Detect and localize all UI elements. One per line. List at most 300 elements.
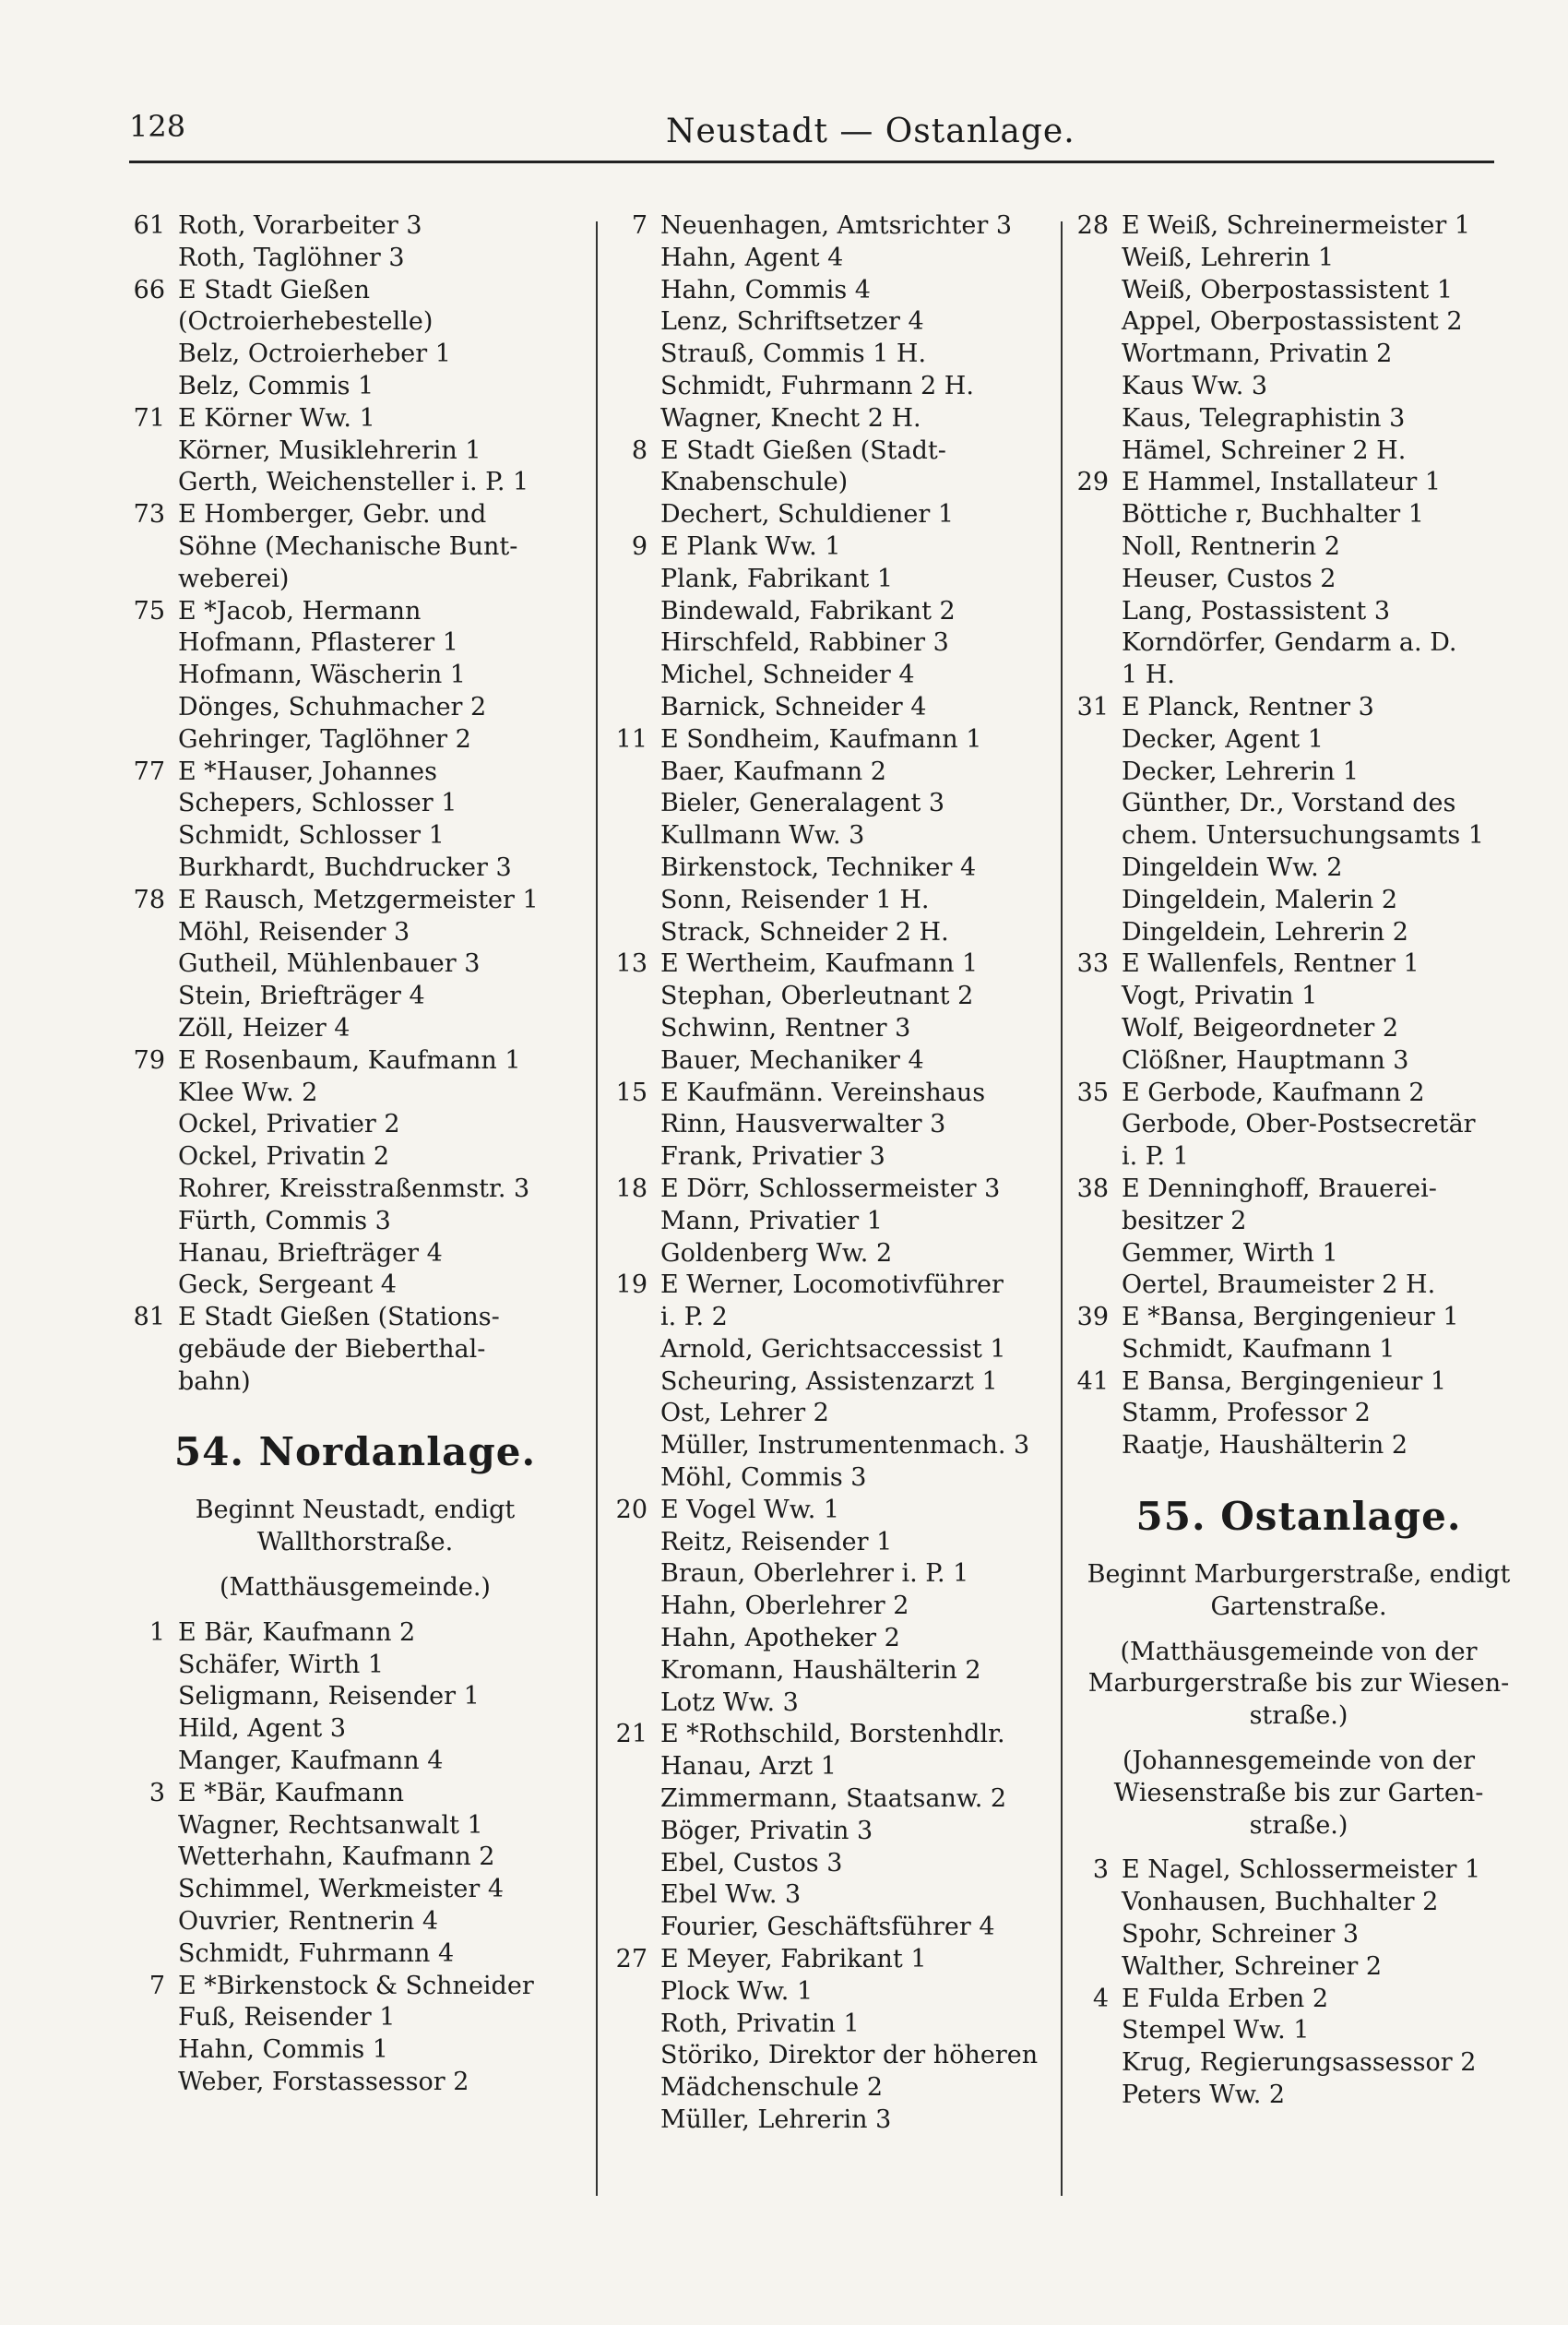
directory-entry xyxy=(607,981,1082,1013)
entry-text: bahn) xyxy=(178,1366,251,1396)
directory-entry xyxy=(607,1558,1082,1591)
directory-entry xyxy=(607,1462,1082,1495)
directory-entry xyxy=(607,1174,1082,1206)
entry-text: E *Rothschild, Borstenhdlr. xyxy=(660,1720,1005,1749)
directory-entry xyxy=(607,1141,1082,1174)
entry-text: E Wertheim, Kaufmann 1 xyxy=(660,949,979,979)
house-number: 27 xyxy=(615,1945,647,1974)
section-begin: Gartenstraße. xyxy=(1210,1592,1387,1621)
entry-text: Frank, Privatier 3 xyxy=(660,1142,885,1172)
entry-text: Plock Ww. 1 xyxy=(660,1976,814,2006)
directory-entry xyxy=(1068,1366,1529,1399)
directory-entry xyxy=(125,1650,586,1682)
house-number: 20 xyxy=(615,1495,647,1524)
directory-entry xyxy=(607,1045,1082,1078)
entry-text: Mann, Privatier 1 xyxy=(660,1206,883,1235)
entry-text: besitzer 2 xyxy=(1122,1206,1247,1235)
directory-entry xyxy=(1068,1206,1529,1238)
directory-entry xyxy=(1068,757,1529,789)
house-number: 13 xyxy=(615,949,647,979)
entry-text: Vonhausen, Buchhalter 2 xyxy=(1122,1888,1439,1917)
directory-entry xyxy=(607,917,1082,949)
directory-entry xyxy=(1068,885,1529,917)
directory-entry xyxy=(607,1206,1082,1238)
directory-entry xyxy=(1068,499,1529,531)
directory-entry xyxy=(1068,627,1529,660)
entry-text: Hämel, Schreiner 2 H. xyxy=(1122,435,1407,465)
house-number: 28 xyxy=(1076,211,1109,240)
directory-entry xyxy=(1068,1984,1529,2016)
directory-entry xyxy=(125,1842,586,1874)
parish-note: straße.) xyxy=(1249,1701,1348,1731)
directory-entry xyxy=(607,403,1082,435)
entry-text: Stephan, Oberleutnant 2 xyxy=(660,982,974,1011)
entry-text: Raatje, Haushälterin 2 xyxy=(1122,1431,1408,1461)
directory-entry xyxy=(125,885,586,917)
directory-entry xyxy=(1068,1302,1529,1334)
column-3 xyxy=(1068,210,1529,2112)
house-number: 11 xyxy=(615,724,647,754)
directory-entry xyxy=(125,1109,586,1141)
entry-text: E *Bär, Kaufmann xyxy=(178,1778,404,1807)
house-number: 75 xyxy=(133,596,165,626)
entry-text: Kullmann Ww. 3 xyxy=(660,821,865,851)
entry-text: i. P. 1 xyxy=(1122,1142,1189,1172)
entry-text: Gerth, Weichensteller i. P. 1 xyxy=(178,468,529,497)
parish-note: Marburgerstraße bis zur Wiesen- xyxy=(1087,1669,1510,1699)
directory-entry xyxy=(1068,1430,1529,1462)
entry-text: Stempel Ww. 1 xyxy=(1122,2016,1310,2045)
entry-text: Belz, Octroierheber 1 xyxy=(178,340,451,369)
entry-text: E Denninghoff, Brauerei- xyxy=(1122,1174,1437,1203)
section-title-ostanlage: 55. Ostanlage. xyxy=(1135,1494,1462,1540)
directory-entry xyxy=(607,1591,1082,1623)
entry-text: E Meyer, Fabrikant 1 xyxy=(660,1945,927,1974)
directory-entry xyxy=(1068,1141,1529,1174)
entry-text: Gerbode, Ober-Postsecretär xyxy=(1122,1110,1476,1139)
house-number: 1 xyxy=(148,1617,165,1647)
entry-text: Birkenstock, Techniker 4 xyxy=(660,852,977,882)
directory-entry xyxy=(1068,243,1529,275)
entry-text: Schmidt, Fuhrmann 2 H. xyxy=(660,371,974,400)
directory-entry xyxy=(1068,1919,1529,1951)
entry-text: E Sondheim, Kaufmann 1 xyxy=(660,724,982,754)
house-number: 3 xyxy=(148,1778,165,1807)
section-begin: Beginnt Neustadt, endigt xyxy=(195,1496,516,1525)
directory-entry xyxy=(1068,596,1529,628)
directory-entry xyxy=(1068,1334,1529,1366)
directory-entry xyxy=(125,2034,586,2067)
directory-entry xyxy=(125,371,586,403)
entry-text: Fuß, Reisender 1 xyxy=(178,2003,396,2033)
directory-entry xyxy=(125,210,586,243)
directory-entry xyxy=(1068,1078,1529,1110)
directory-entry xyxy=(125,306,586,339)
directory-entry xyxy=(125,531,586,564)
directory-entry xyxy=(1068,2015,1529,2047)
entry-text: Oertel, Braumeister 2 H. xyxy=(1122,1270,1436,1300)
house-number: 3 xyxy=(1092,1855,1109,1885)
entry-text: Möhl, Commis 3 xyxy=(660,1463,867,1493)
entry-text: Günther, Dr., Vorstand des xyxy=(1122,789,1456,818)
directory-entry xyxy=(607,2072,1082,2104)
column-2 xyxy=(607,210,1082,2137)
parish-note: Wiesenstraße bis zur Garten- xyxy=(1113,1778,1484,1807)
directory-entry xyxy=(1068,660,1529,692)
header-rule xyxy=(129,161,1494,163)
directory-entry xyxy=(607,724,1082,757)
entry-text: Dingeldein, Lehrerin 2 xyxy=(1122,917,1408,947)
entry-text: Geck, Sergeant 4 xyxy=(178,1270,397,1300)
entry-text: Hanau, Arzt 1 xyxy=(660,1752,837,1782)
directory-entry xyxy=(607,1783,1082,1816)
entry-text: Wetterhahn, Kaufmann 2 xyxy=(178,1842,495,1872)
directory-entry xyxy=(1068,1109,1529,1141)
entry-text: Stamm, Professor 2 xyxy=(1122,1399,1371,1428)
entry-text: Lotz Ww. 3 xyxy=(660,1687,799,1717)
entry-text: Hofmann, Wäscherin 1 xyxy=(178,661,466,690)
directory-entry xyxy=(607,885,1082,917)
entry-text: Schepers, Schlosser 1 xyxy=(178,789,457,818)
entry-text: Strauß, Commis 1 H. xyxy=(660,340,927,369)
directory-entry xyxy=(607,852,1082,885)
entry-text: E Rausch, Metzgermeister 1 xyxy=(178,885,539,914)
section-begin: Beginnt Marburgerstraße, endigt xyxy=(1087,1560,1511,1590)
entry-text: Zimmermann, Staatsanw. 2 xyxy=(660,1784,1007,1814)
house-number: 71 xyxy=(133,403,165,433)
directory-entry xyxy=(607,2009,1082,2041)
entry-text: Fourier, Geschäftsführer 4 xyxy=(660,1913,995,1942)
house-number: 38 xyxy=(1076,1174,1109,1203)
house-number: 18 xyxy=(615,1174,647,1203)
entry-text: Ouvrier, Rentnerin 4 xyxy=(178,1907,439,1937)
directory-entry xyxy=(607,1302,1082,1334)
house-number: 15 xyxy=(615,1078,647,1107)
directory-entry xyxy=(607,1912,1082,1944)
entry-text: Rinn, Hausverwalter 3 xyxy=(660,1110,946,1139)
directory-entry xyxy=(125,1078,586,1110)
directory-entry xyxy=(125,788,586,820)
section-title-nordanlage: 54. Nordanlage. xyxy=(173,1429,537,1475)
directory-entry xyxy=(607,1879,1082,1912)
directory-entry xyxy=(607,1655,1082,1687)
directory-entry xyxy=(1068,917,1529,949)
directory-entry xyxy=(1068,1887,1529,1919)
directory-entry xyxy=(125,1270,586,1302)
house-number: 8 xyxy=(631,435,647,465)
entry-text: E Plank Ww. 1 xyxy=(660,531,841,561)
directory-entry xyxy=(125,1874,586,1906)
entry-text: Hahn, Apotheker 2 xyxy=(660,1624,900,1653)
entry-text: Ockel, Privatier 2 xyxy=(178,1110,400,1139)
house-number: 19 xyxy=(615,1270,647,1300)
entry-text: Weiß, Lehrerin 1 xyxy=(1122,243,1335,272)
entry-text: Michel, Schneider 4 xyxy=(660,661,915,690)
directory-entry xyxy=(125,499,586,531)
entry-text: Gemmer, Wirth 1 xyxy=(1122,1238,1338,1268)
directory-entry xyxy=(125,564,586,596)
entry-text: Zöll, Heizer 4 xyxy=(178,1013,350,1043)
house-number: 79 xyxy=(133,1045,165,1075)
directory-entry xyxy=(1068,1270,1529,1302)
directory-entry xyxy=(607,339,1082,371)
directory-entry xyxy=(1068,724,1529,757)
entry-text: Weber, Forstassessor 2 xyxy=(178,2068,469,2097)
entry-text: E Stadt Gießen (Stations- xyxy=(178,1303,500,1332)
entry-text: Vogt, Privatin 1 xyxy=(1122,982,1318,1011)
house-number: 9 xyxy=(631,531,647,561)
entry-text: Klee Ww. 2 xyxy=(178,1078,318,1107)
directory-entry xyxy=(607,1751,1082,1783)
directory-entry xyxy=(1068,403,1529,435)
entry-text: Hahn, Commis 1 xyxy=(178,2035,388,2065)
directory-entry xyxy=(607,2040,1082,2072)
parish-note: (Johannesgemeinde von der xyxy=(1122,1747,1476,1776)
entry-text: Clößner, Hauptmann 3 xyxy=(1122,1045,1409,1075)
column-1 xyxy=(125,210,586,2099)
column-divider xyxy=(596,221,598,2196)
entry-text: Hirschfeld, Rabbiner 3 xyxy=(660,628,949,658)
entry-text: E Gerbode, Kaufmann 2 xyxy=(1122,1078,1425,1107)
directory-entry xyxy=(125,1938,586,1971)
house-number: 33 xyxy=(1076,949,1109,979)
entry-text: Schäfer, Wirth 1 xyxy=(178,1650,385,1679)
entry-text: Rohrer, Kreisstraßenmstr. 3 xyxy=(178,1174,530,1203)
entry-text: E *Hauser, Johannes xyxy=(178,757,437,786)
entry-text: Hild, Agent 3 xyxy=(178,1714,347,1744)
entry-text: Bauer, Mechaniker 4 xyxy=(660,1045,924,1075)
entry-text: Hahn, Agent 4 xyxy=(660,243,844,272)
directory-entry xyxy=(1068,564,1529,596)
entry-text: Barnick, Schneider 4 xyxy=(660,692,927,721)
entry-text: Arnold, Gerichtsaccessist 1 xyxy=(660,1334,1006,1364)
directory-entry xyxy=(1068,1013,1529,1045)
directory-entry xyxy=(1068,467,1529,499)
directory-entry xyxy=(607,1623,1082,1655)
directory-entry xyxy=(607,1334,1082,1366)
directory-entry xyxy=(607,1527,1082,1559)
directory-entry xyxy=(125,852,586,885)
directory-entry xyxy=(125,1334,586,1366)
directory-entry xyxy=(607,1366,1082,1399)
directory-entry xyxy=(607,788,1082,820)
entry-list xyxy=(1068,210,1529,1462)
directory-entry xyxy=(607,1687,1082,1720)
entry-text: Scheuring, Assistenzarzt 1 xyxy=(660,1366,998,1396)
directory-entry xyxy=(607,2104,1082,2137)
entry-text: E Homberger, Gebr. und xyxy=(178,500,487,530)
entry-text: Appel, Oberpostassistent 2 xyxy=(1122,307,1463,337)
directory-entry xyxy=(125,948,586,981)
entry-text: Mädchenschule 2 xyxy=(660,2073,884,2103)
directory-entry xyxy=(1068,1951,1529,1984)
directory-entry xyxy=(125,2067,586,2099)
directory-entry xyxy=(125,1746,586,1778)
entry-text: Ockel, Privatin 2 xyxy=(178,1142,390,1172)
directory-entry xyxy=(125,596,586,628)
house-number: 29 xyxy=(1076,468,1109,497)
directory-entry xyxy=(1068,948,1529,981)
house-number: 4 xyxy=(1092,1984,1109,2013)
directory-entry xyxy=(1068,1174,1529,1206)
entry-text: Ost, Lehrer 2 xyxy=(660,1399,829,1428)
entry-text: Schmidt, Kaufmann 1 xyxy=(1122,1334,1396,1364)
directory-entry xyxy=(1068,981,1529,1013)
entry-text: Hahn, Commis 4 xyxy=(660,275,871,304)
directory-entry xyxy=(125,1045,586,1078)
house-number: 41 xyxy=(1076,1366,1109,1396)
directory-entry xyxy=(125,435,586,468)
directory-entry xyxy=(125,275,586,307)
house-number: 39 xyxy=(1076,1303,1109,1332)
directory-entry xyxy=(1068,1854,1529,1887)
directory-entry xyxy=(607,1976,1082,2009)
entry-text: Spohr, Schreiner 3 xyxy=(1122,1920,1360,1949)
entry-text: (Octroierhebestelle) xyxy=(178,307,434,337)
entry-text: Schwinn, Rentner 3 xyxy=(660,1013,911,1043)
entry-list xyxy=(125,1617,586,2099)
entry-text: Walther, Schreiner 2 xyxy=(1122,1951,1383,1981)
directory-entry xyxy=(125,917,586,949)
directory-entry xyxy=(125,1617,586,1650)
directory-entry xyxy=(607,820,1082,852)
entry-text: i. P. 2 xyxy=(660,1303,728,1332)
entry-text: Dingeldein, Malerin 2 xyxy=(1122,885,1398,914)
house-number: 66 xyxy=(133,275,165,304)
directory-entry xyxy=(1068,1045,1529,1078)
directory-entry xyxy=(607,1013,1082,1045)
entry-text: Krug, Regierungsassessor 2 xyxy=(1122,2048,1477,2078)
directory-entry xyxy=(1068,210,1529,243)
entry-text: Böger, Privatin 3 xyxy=(660,1816,873,1845)
directory-entry xyxy=(125,1366,586,1399)
entry-text: E Rosenbaum, Kaufmann 1 xyxy=(178,1045,521,1075)
directory-entry xyxy=(607,1109,1082,1141)
directory-entry xyxy=(607,1078,1082,1110)
directory-entry xyxy=(125,724,586,757)
entry-text: Kaus, Telegraphistin 3 xyxy=(1122,403,1406,433)
entry-text: Weiß, Oberpostassistent 1 xyxy=(1122,275,1454,304)
entry-text: Lenz, Schriftsetzer 4 xyxy=(660,307,924,337)
entry-text: Manger, Kaufmann 4 xyxy=(178,1747,444,1776)
directory-entry xyxy=(125,339,586,371)
parish-note: (Matthäusgemeinde von der xyxy=(1120,1637,1478,1666)
entry-text: Dechert, Schuldiener 1 xyxy=(660,500,955,530)
entry-text: Hofmann, Pflasterer 1 xyxy=(178,628,458,658)
directory-entry xyxy=(1068,275,1529,307)
entry-text: Dönges, Schuhmacher 2 xyxy=(178,692,487,721)
directory-entry xyxy=(125,627,586,660)
directory-entry xyxy=(125,1302,586,1334)
entry-text: Roth, Vorarbeiter 3 xyxy=(178,211,422,240)
entry-text: Störiko, Direktor der höheren xyxy=(660,2041,1039,2070)
entry-text: E Bansa, Bergingenieur 1 xyxy=(1122,1366,1447,1396)
entry-text: Seligmann, Reisender 1 xyxy=(178,1682,480,1711)
directory-entry xyxy=(1068,435,1529,468)
directory-entry xyxy=(607,596,1082,628)
entry-text: Kaus Ww. 3 xyxy=(1122,371,1268,400)
directory-entry xyxy=(125,467,586,499)
entry-text: E Hammel, Installateur 1 xyxy=(1122,468,1442,497)
entry-text: Fürth, Commis 3 xyxy=(178,1206,391,1235)
house-number: 81 xyxy=(133,1303,165,1332)
directory-entry xyxy=(607,1270,1082,1302)
directory-entry xyxy=(607,660,1082,692)
entry-text: Sonn, Reisender 1 H. xyxy=(660,885,930,914)
entry-text: Söhne (Mechanische Bunt- xyxy=(178,531,518,561)
directory-entry xyxy=(125,981,586,1013)
directory-entry xyxy=(607,306,1082,339)
entry-text: 1 H. xyxy=(1122,661,1175,690)
directory-entry xyxy=(607,1944,1082,1976)
entry-text: gebäude der Bieberthal- xyxy=(178,1334,486,1364)
directory-entry xyxy=(607,1398,1082,1430)
entry-text: E Vogel Ww. 1 xyxy=(660,1495,840,1524)
directory-entry xyxy=(1068,2080,1529,2112)
directory-entry xyxy=(607,948,1082,981)
house-number: 61 xyxy=(133,211,165,240)
entry-text: Müller, Instrumentenmach. 3 xyxy=(660,1431,1030,1461)
directory-entry xyxy=(607,692,1082,724)
entry-text: E Fulda Erben 2 xyxy=(1122,1984,1329,2013)
directory-entry xyxy=(607,531,1082,564)
entry-text: Schmidt, Fuhrmann 4 xyxy=(178,1938,455,1968)
directory-entry xyxy=(125,1013,586,1045)
directory-entry xyxy=(1068,371,1529,403)
entry-text: Müller, Lehrerin 3 xyxy=(660,2105,892,2135)
entry-text: E Bär, Kaufmann 2 xyxy=(178,1617,416,1647)
entry-list xyxy=(125,210,586,1398)
directory-entry xyxy=(125,1206,586,1238)
directory-entry xyxy=(1068,1398,1529,1430)
directory-entry xyxy=(125,1906,586,1938)
entry-text: Korndörfer, Gendarm a. D. xyxy=(1122,628,1457,658)
directory-entry xyxy=(607,1719,1082,1751)
house-number: 78 xyxy=(133,885,165,914)
house-number: 21 xyxy=(615,1720,647,1749)
directory-entry xyxy=(607,1430,1082,1462)
house-number: 7 xyxy=(631,211,647,240)
entry-text: E Planck, Rentner 3 xyxy=(1122,692,1374,721)
entry-text: Wagner, Knecht 2 H. xyxy=(660,403,921,433)
entry-text: Schimmel, Werkmeister 4 xyxy=(178,1875,504,1904)
entry-text: Strack, Schneider 2 H. xyxy=(660,917,949,947)
house-number: 73 xyxy=(133,500,165,530)
entry-list xyxy=(607,210,1082,2137)
entry-text: Wagner, Rechtsanwalt 1 xyxy=(178,1810,483,1840)
directory-entry xyxy=(125,1810,586,1842)
directory-entry xyxy=(125,403,586,435)
entry-text: Ebel, Custos 3 xyxy=(660,1848,843,1878)
directory-entry xyxy=(607,757,1082,789)
directory-entry xyxy=(125,1238,586,1270)
entry-text: Stein, Briefträger 4 xyxy=(178,982,425,1011)
entry-text: Dingeldein Ww. 2 xyxy=(1122,852,1343,882)
directory-entry xyxy=(125,660,586,692)
entry-text: Gutheil, Mühlenbauer 3 xyxy=(178,949,481,979)
entry-text: Kromann, Haushälterin 2 xyxy=(660,1655,981,1685)
entry-text: E Weiß, Schreinermeister 1 xyxy=(1122,211,1471,240)
directory-entry xyxy=(125,1713,586,1746)
entry-text: Burkhardt, Buchdrucker 3 xyxy=(178,852,512,882)
directory-entry xyxy=(607,435,1082,468)
directory-entry xyxy=(607,275,1082,307)
entry-text: Noll, Rentnerin 2 xyxy=(1122,531,1340,561)
directory-entry xyxy=(607,1495,1082,1527)
entry-text: E *Jacob, Hermann xyxy=(178,596,422,626)
entry-text: Bieler, Generalagent 3 xyxy=(660,789,945,818)
directory-entry xyxy=(1068,339,1529,371)
